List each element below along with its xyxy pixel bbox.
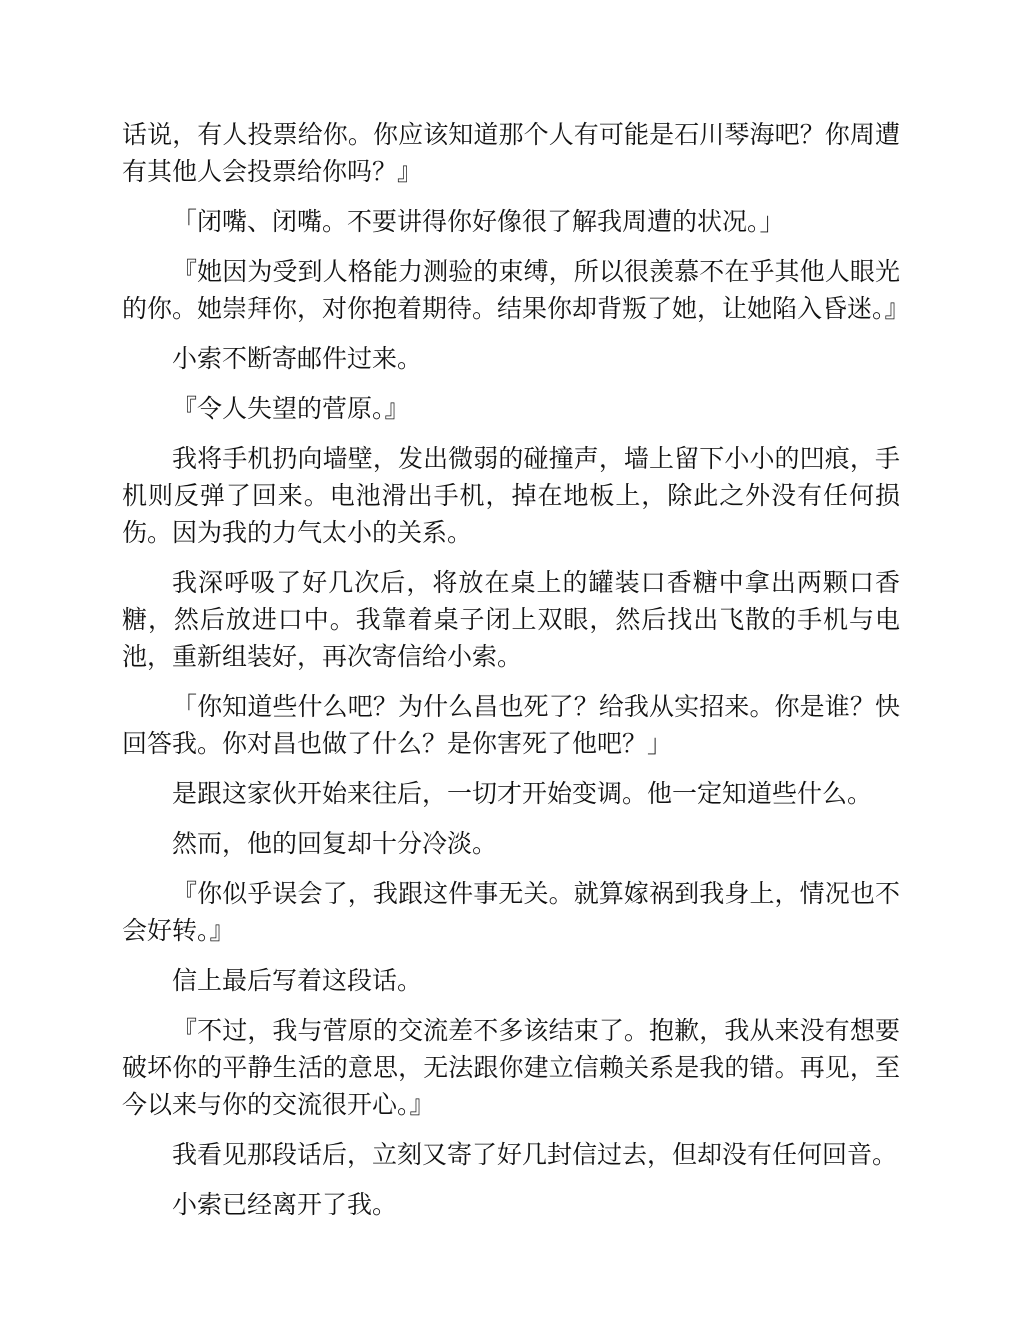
paragraph: 「你知道些什么吧？为什么昌也死了？给我从实招来。你是谁？快回答我。你对昌也做了什么？是你害死了他吧？」: [122, 692, 900, 758]
paragraph: 然而，他的回复却十分冷淡。: [172, 829, 498, 858]
paragraph: 是跟这家伙开始来往后，一切才开始变调。他一定知道些什么。: [172, 779, 873, 808]
paragraph: 『她因为受到人格能力测验的束缚，所以很羡慕不在乎其他人眼光的你。她崇拜你，对你抱着期待。结果你却背叛了她，让她陷入昏迷。』: [122, 257, 910, 323]
paragraph: 小索已经离开了我。: [172, 1190, 398, 1219]
paragraph: 『你似乎误会了，我跟这件事无关。就算嫁祸到我身上，情况也不会好转。』: [122, 879, 900, 945]
text-body: [122, 116, 910, 1236]
paragraph: 『令人失望的菅原。』: [172, 394, 410, 423]
paragraph: 「闭嘴、闭嘴。不要讲得你好像很了解我周遭的状况。」: [172, 207, 785, 236]
paragraph: 话说，有人投票给你。你应该知道那个人有可能是石川琴海吧？你周遭有其他人会投票给你吗？』: [122, 120, 900, 186]
paragraph: 小索不断寄邮件过来。: [172, 344, 423, 373]
paragraph: 我看见那段话后，立刻又寄了好几封信过去，但却没有任何回音。: [172, 1140, 898, 1169]
paragraph: 我深呼吸了好几次后，将放在桌上的罐装口香糖中拿出两颗口香糖，然后放进口中。我靠着桌子闭上双眼，然后找出飞散的手机与电池，重新组装好，再次寄信给小索。: [122, 568, 900, 671]
paragraph: 信上最后写着这段话。: [172, 966, 423, 995]
paragraph: 我将手机扔向墙壁，发出微弱的碰撞声，墙上留下小小的凹痕，手机则反弹了回来。电池滑出手机，掉在地板上，除此之外没有任何损伤。因为我的力气太小的关系。: [122, 444, 900, 547]
paragraph: 『不过，我与菅原的交流差不多该结束了。抱歉，我从来没有想要破坏你的平静生活的意思，无法跟你建立信赖关系是我的错。再见，至今以来与你的交流很开心。』: [122, 1016, 900, 1119]
